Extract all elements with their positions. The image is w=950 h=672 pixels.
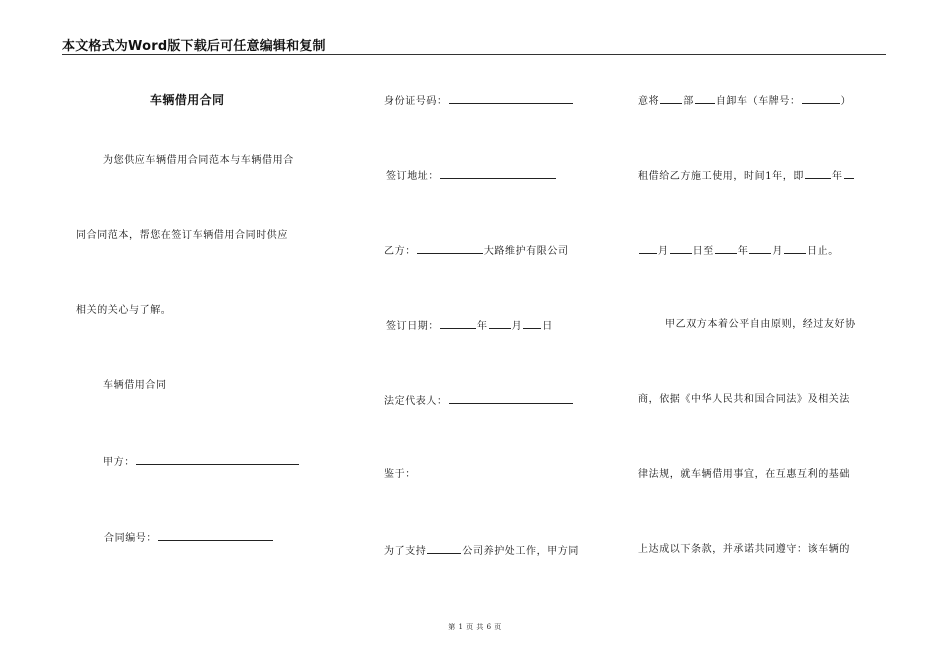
para-line-2: 商，依据《中华人民共和国合同法》及相关法: [638, 394, 850, 405]
lease-month-start-blank: [844, 168, 854, 179]
lease-year-blank: [805, 168, 831, 179]
support-company-blank: [427, 543, 461, 554]
para-line-1: 甲乙双方本着公平自由原则，经过友好协: [665, 319, 856, 330]
end-year-text: 年: [737, 246, 749, 257]
vehicle-type-blank: [695, 93, 715, 104]
party-a-line: [103, 454, 300, 470]
sign-year-text: 年: [477, 321, 488, 332]
sign-day-blank: [523, 318, 541, 329]
party-b-label: 乙方：: [384, 246, 416, 257]
document-title: 车辆借用合同: [150, 93, 225, 107]
sign-year-blank: [440, 318, 476, 329]
lease-text: 租借给乙方施工使用，时间1年，即: [638, 171, 804, 182]
sign-date-label: 签订日期：: [386, 321, 439, 332]
vehicle-count-blank: [660, 93, 682, 104]
id-number-line: [384, 93, 574, 109]
willing-line: [638, 93, 851, 109]
page-header: [62, 34, 886, 55]
para-line-4: 上达成以下条款，并承诺共同遵守：该车辆的: [638, 544, 850, 555]
id-number-label: 身份证号码：: [384, 96, 448, 107]
legal-rep-label: 法定代表人：: [384, 396, 448, 407]
intro-line-3: 相关的关心与了解。: [76, 305, 172, 316]
contract-number-line: [104, 530, 274, 546]
whereas-text: 鉴于：: [384, 469, 416, 480]
sign-date-line: [386, 318, 553, 334]
end-day-blank: [784, 243, 806, 254]
lease-day-blank: [670, 243, 692, 254]
para-line-3: 律法规，就车辆借用事宜，在互惠互利的基础: [638, 469, 850, 480]
close-paren-text: ）: [840, 96, 852, 107]
id-number-blank: [449, 93, 573, 104]
party-a-blank: [136, 454, 299, 465]
end-day-text: 日止。: [807, 246, 839, 257]
sign-day-text: 日: [542, 321, 553, 332]
party-b-blank: [417, 243, 483, 254]
party-b-name: 大路维护有限公司: [483, 246, 569, 257]
lease-month-blank: [639, 243, 657, 254]
sign-month-text: 月: [511, 321, 523, 332]
page-footer: 第 1 页 共 6 页: [448, 623, 502, 631]
support-prefix: 为了支持: [384, 546, 427, 557]
end-year-blank: [715, 243, 737, 254]
sign-address-label: 签订地址：: [386, 171, 439, 182]
legal-rep-line: [384, 393, 574, 409]
sign-address-line: [386, 168, 557, 184]
party-a-label: 甲方：: [103, 457, 135, 468]
support-suffix: 公司养护处工作，甲方同: [462, 546, 580, 557]
lease-line: [638, 168, 855, 184]
end-month-blank: [749, 243, 771, 254]
contract-subtitle: 车辆借用合同: [103, 380, 167, 391]
willing-prefix: 意将: [638, 96, 660, 107]
party-b-line: [384, 243, 569, 259]
lease-month-text: 月: [658, 246, 669, 257]
plate-number-blank: [802, 93, 840, 104]
sign-month-blank: [489, 318, 511, 329]
dump-truck-text: 自卸车（车牌号：: [715, 96, 801, 107]
lease-period-line: [638, 243, 839, 259]
lease-day-to-text: 日至: [692, 246, 714, 257]
lease-year-text: 年: [831, 171, 843, 182]
contract-number-label: 合同编号：: [104, 533, 157, 544]
header-title: 本文格式为Word版下载后可任意编辑和复制: [62, 39, 326, 54]
contract-number-blank: [158, 530, 273, 541]
end-month-text: 月: [772, 246, 784, 257]
bu-text: 部: [683, 96, 694, 107]
intro-line-2: 同合同范本，帮您在签订车辆借用合同时供应: [76, 230, 288, 241]
support-line: [384, 543, 579, 559]
legal-rep-blank: [449, 393, 573, 404]
sign-address-blank: [440, 168, 556, 179]
intro-line-1: 为您供应车辆借用合同范本与车辆借用合: [103, 155, 294, 166]
